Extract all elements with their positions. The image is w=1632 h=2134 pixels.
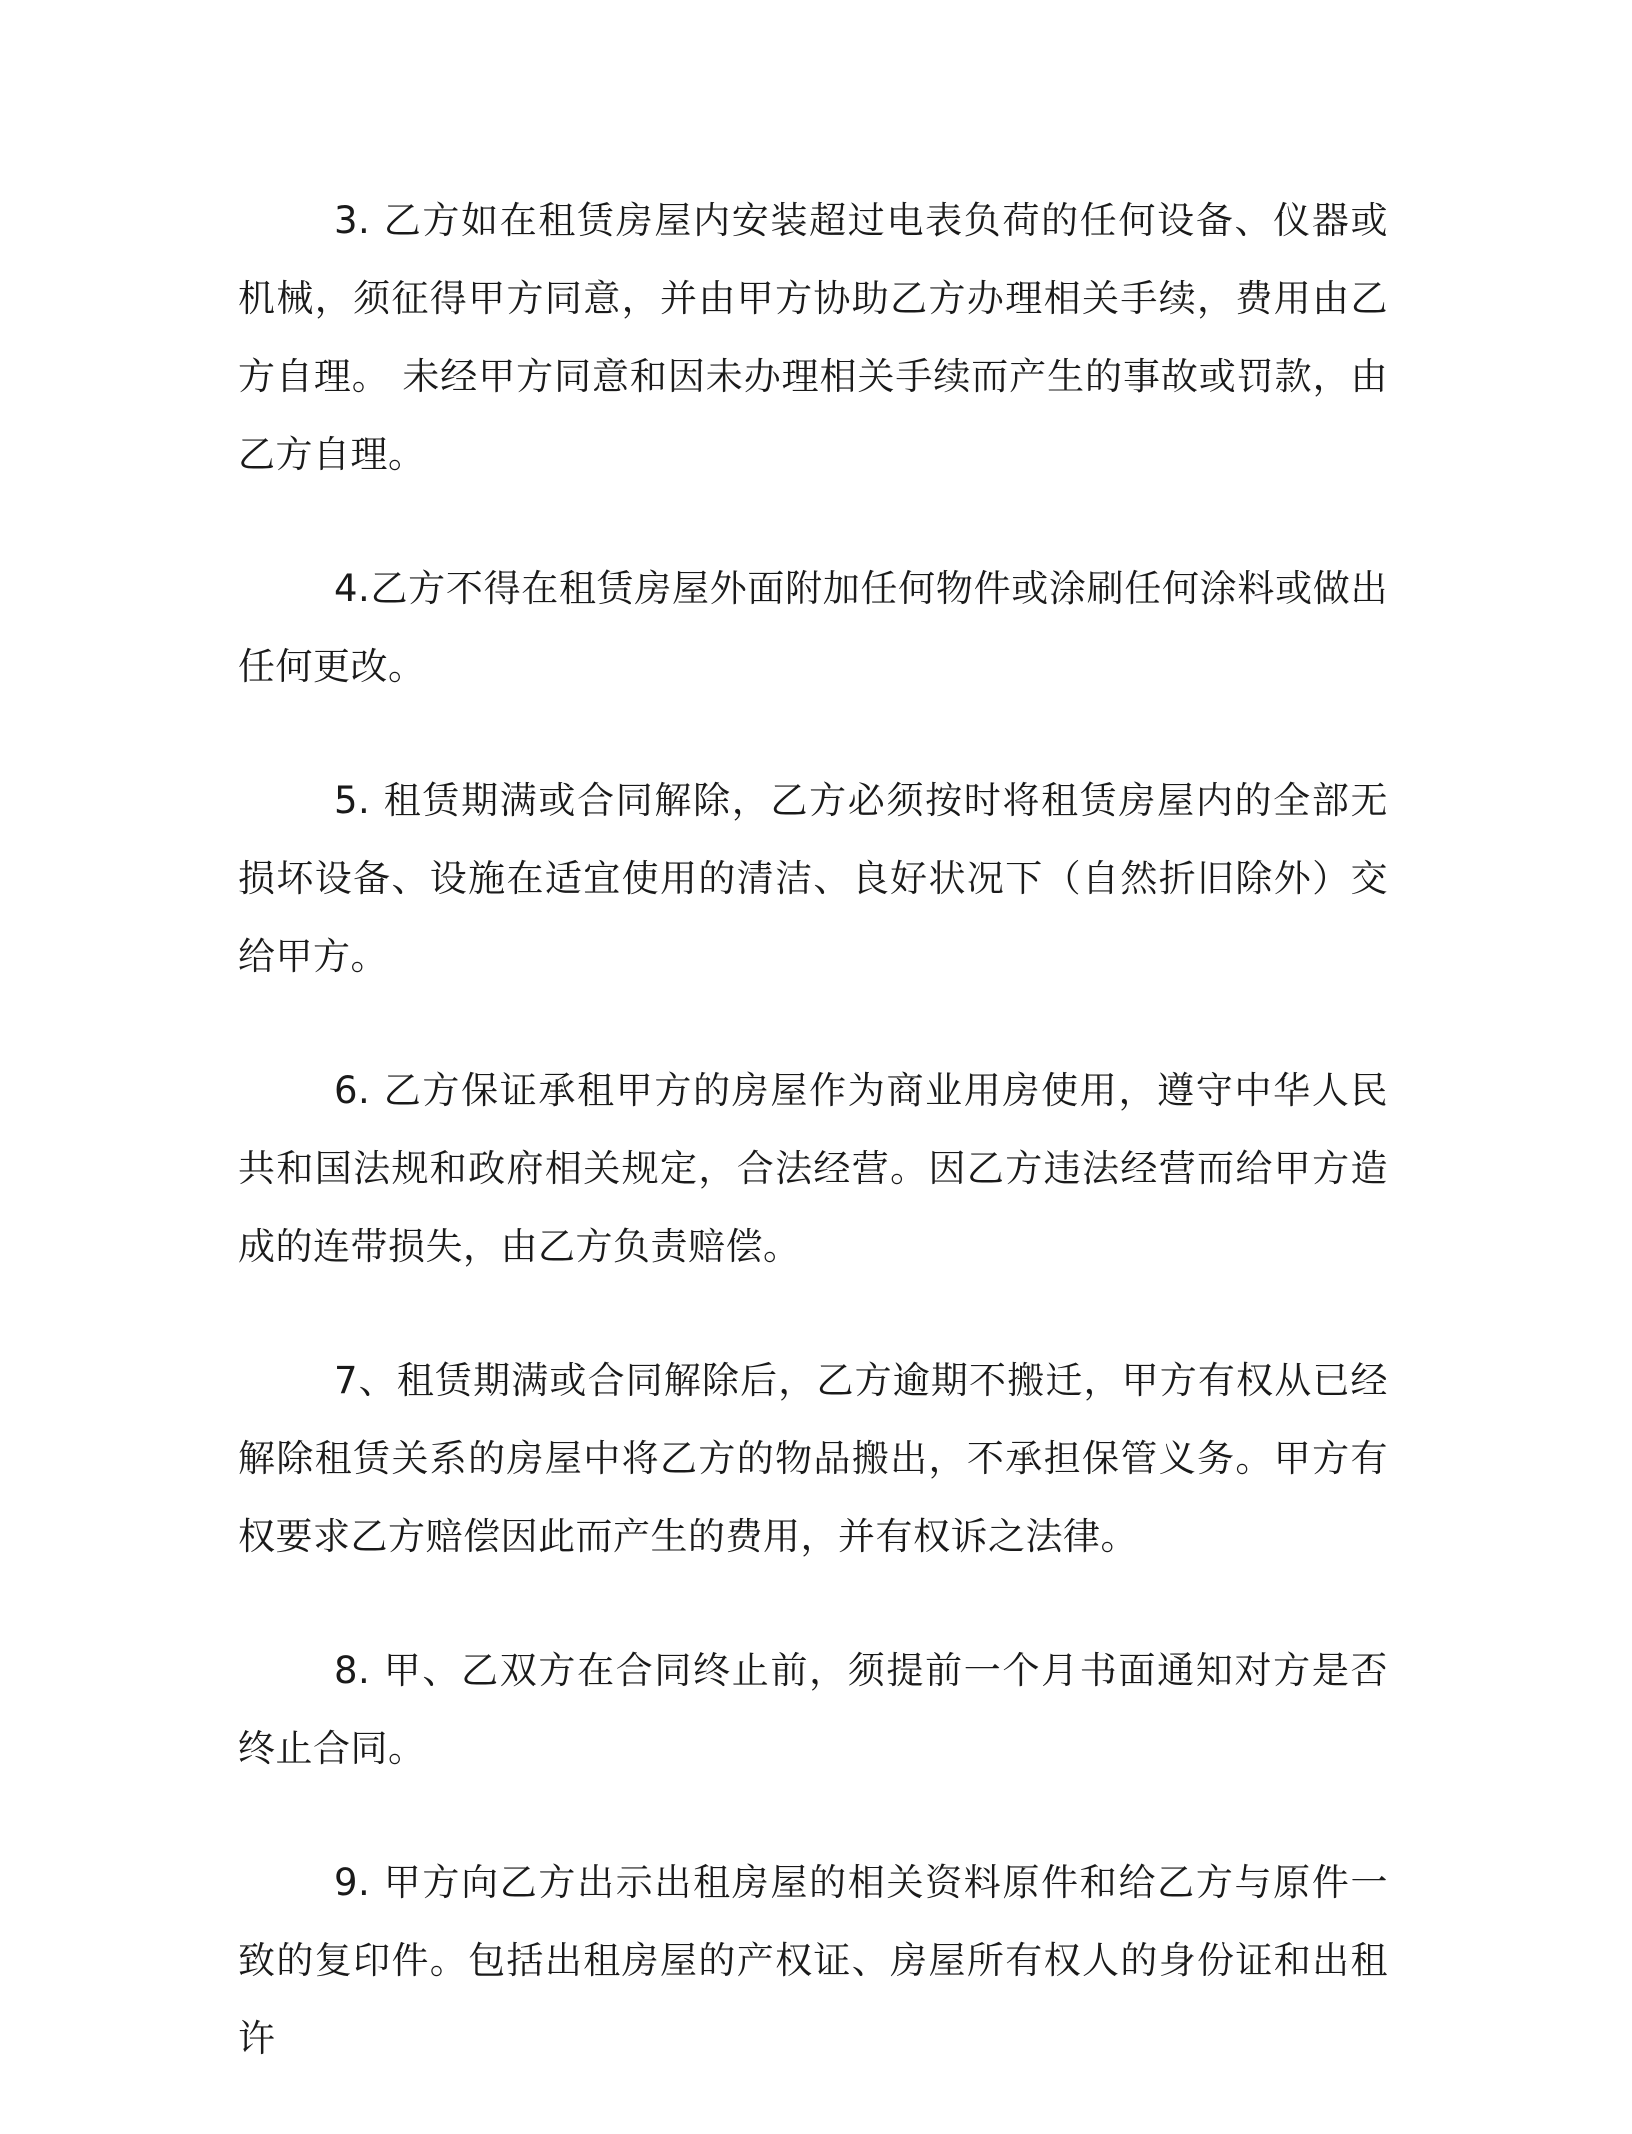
clause-9: 9. 甲方向乙方出示出租房屋的相关资料原件和给乙方与原件一致的复印件。包括出租房屋的产权证、房屋所有权人的身份证和出租许 — [238, 1861, 1388, 2060]
clause-8: 8. 甲、乙双方在合同终止前，须提前一个月书面通知对方是否终止合同。 — [238, 1649, 1388, 1770]
clause-3: 3. 乙方如在租赁房屋内安装超过电表负荷的任何设备、仪器或机械，须征得甲方同意，并由甲方协助乙方办理相关手续，费用由乙方自理。 未经甲方同意和因未办理相关手续而产生的事故或罚款，由乙方自理。 — [238, 199, 1388, 476]
document-body — [238, 182, 1388, 2134]
clause-4: 4.乙方不得在租赁房屋外面附加任何物件或涂刷任何涂料或做出任何更改。 — [238, 567, 1388, 688]
clause-5: 5. 租赁期满或合同解除，乙方必须按时将租赁房屋内的全部无损坏设备、设施在适宜使用的清洁、良好状况下（自然折旧除外）交给甲方。 — [238, 779, 1388, 978]
clause-7: 7、租赁期满或合同解除后，乙方逾期不搬迁，甲方有权从已经解除租赁关系的房屋中将乙方的物品搬出，不承担保管义务。甲方有权要求乙方赔偿因此而产生的费用，并有权诉之法律。 — [238, 1359, 1388, 1558]
clause-6: 6. 乙方保证承租甲方的房屋作为商业用房使用，遵守中华人民共和国法规和政府相关规定，合法经营。因乙方违法经营而给甲方造成的连带损失，由乙方负责赔偿。 — [238, 1069, 1388, 1268]
